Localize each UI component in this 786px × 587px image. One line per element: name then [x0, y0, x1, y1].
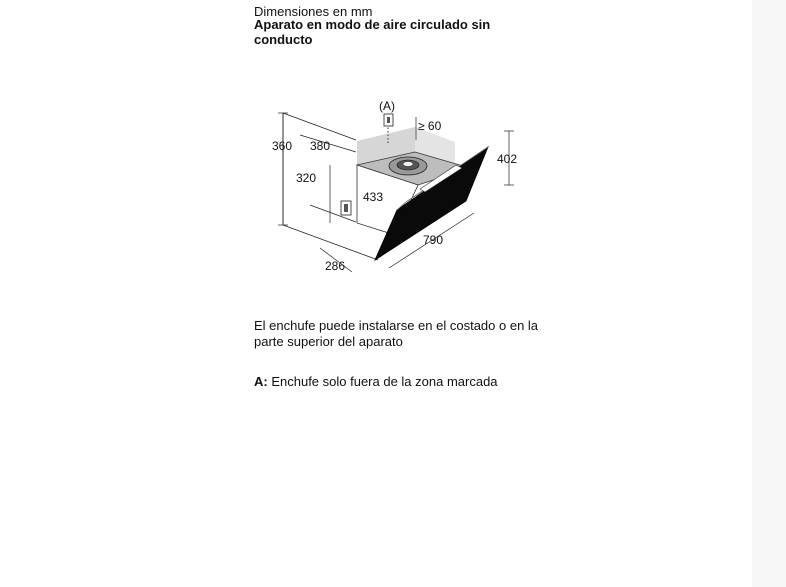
- dim-label-433: 433: [363, 190, 384, 204]
- legend-key: A:: [254, 374, 268, 389]
- dim-label-320: 320: [296, 171, 317, 185]
- mode-title: Aparato en modo de aire circulado sin conducto: [254, 17, 491, 47]
- hood-dimension-drawing: [260, 90, 550, 290]
- dimensions-unit-label: Dimensiones en mm: [254, 4, 373, 19]
- fan-hub: [403, 162, 413, 167]
- legend-text: Enchufe solo fuera de la zona marcada: [267, 374, 498, 389]
- page-edge-strip: [752, 0, 786, 587]
- legend-a: [254, 374, 498, 390]
- dim-label-380: 380: [310, 139, 331, 153]
- dim-label-ge60: ≥ 60: [418, 119, 442, 133]
- plug-placement-note: El enchufe puede instalarse en el costado o en la parte superior del aparato: [254, 318, 539, 349]
- dim-label-286: 286: [325, 259, 346, 273]
- dim-label-402: 402: [497, 152, 518, 166]
- dim-label-790: 790: [423, 233, 444, 247]
- dim-label-360: 360: [272, 139, 293, 153]
- dim-label-a: (A): [379, 99, 395, 113]
- wall-top: [283, 113, 356, 140]
